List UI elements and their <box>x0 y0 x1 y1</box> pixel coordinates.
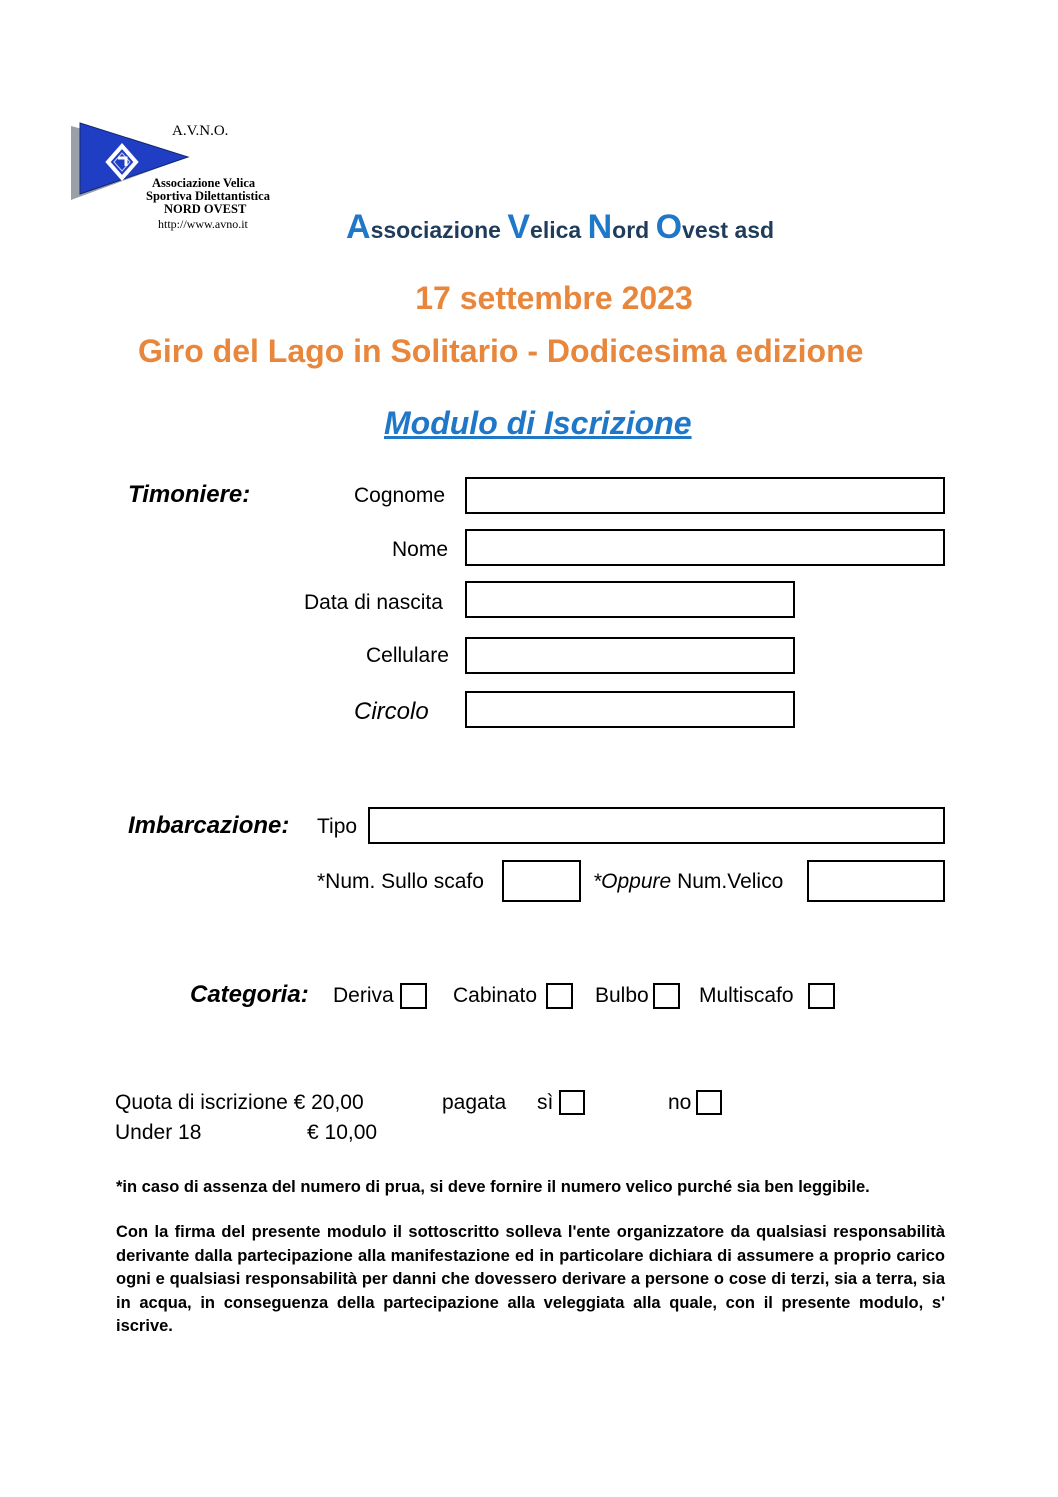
num-velico-label <box>593 870 783 894</box>
under18-label: Under 18 <box>115 1121 202 1144</box>
num-scafo-field[interactable] <box>502 860 581 902</box>
categoria-deriva-label: Deriva <box>333 984 394 1007</box>
categoria-cabinato-checkbox[interactable] <box>546 983 573 1009</box>
logo <box>68 120 288 235</box>
data-nascita-field[interactable] <box>465 581 795 618</box>
association-name: Associazione Velica Nord Ovest asd <box>346 208 775 246</box>
num-velico-text: Num.Velico <box>677 870 784 893</box>
pagata-no-label: no <box>668 1091 692 1114</box>
timoniere-label: Timoniere: <box>128 481 251 508</box>
under18-amount: € 10,00 <box>307 1121 378 1144</box>
nome-field[interactable] <box>465 529 945 566</box>
pagata-label: pagata <box>442 1091 507 1114</box>
circolo-label: Circolo <box>354 698 429 725</box>
logo-title: A.V.N.O. <box>172 123 229 139</box>
cognome-label: Cognome <box>354 484 446 507</box>
logo-line3: NORD OVEST <box>164 202 247 216</box>
event-title: Giro del Lago in Solitario - Dodicesima edizione <box>138 333 864 369</box>
categoria-deriva-checkbox[interactable] <box>400 983 427 1009</box>
categoria-multiscafo-checkbox[interactable] <box>808 983 835 1009</box>
categoria-bulbo-label: Bulbo <box>595 984 649 1007</box>
circolo-field[interactable] <box>465 691 795 728</box>
num-velico-field[interactable] <box>807 860 945 902</box>
logo-line2: Sportiva Dilettantistica <box>146 189 270 203</box>
disclaimer: Con la firma del presente modulo il sottoscritto solleva l'ente organizzatore da qualsiasi responsabilità derivante dalla partecipazione alla manifestazione ed in particolare dichiara di assumere a proprio carico ogni e qualsiasi responsabilità per danni che dovessero derivare a persone o cose di terzi, sia a terra, sia in acqua, in conseguenza della partecipazione alla veleggiata alla quale, con il presente modulo, s' iscrive. <box>116 1223 945 1335</box>
form-title: Modulo di Iscrizione <box>384 405 692 441</box>
nome-label: Nome <box>392 538 449 561</box>
pagata-si-checkbox[interactable] <box>559 1090 585 1115</box>
prua-note: *in caso di assenza del numero di prua, si deve fornire il numero velico purché sia ben leggibile. <box>116 1178 870 1196</box>
oppure-text: *Oppure <box>593 870 672 893</box>
cognome-field[interactable] <box>465 477 945 514</box>
quota-iscrizione: Quota di iscrizione € 20,00 <box>115 1091 364 1114</box>
logo-url: http://www.avno.it <box>158 217 248 231</box>
data-nascita-label: Data di nascita <box>304 591 443 614</box>
pagata-no-checkbox[interactable] <box>696 1090 722 1115</box>
num-scafo-label: *Num. Sullo scafo <box>317 870 484 893</box>
cellulare-label: Cellulare <box>366 644 449 667</box>
tipo-label: Tipo <box>317 815 358 838</box>
tipo-field[interactable] <box>368 807 945 844</box>
categoria-cabinato-label: Cabinato <box>453 984 538 1007</box>
pagata-si-label: sì <box>537 1091 554 1114</box>
categoria-multiscafo-label: Multiscafo <box>699 984 794 1007</box>
categoria-bulbo-checkbox[interactable] <box>653 983 680 1009</box>
logo-line1: Associazione Velica <box>152 176 256 190</box>
imbarcazione-label: Imbarcazione: <box>128 812 290 839</box>
event-date: 17 settembre 2023 <box>415 280 693 316</box>
cellulare-field[interactable] <box>465 637 795 674</box>
categoria-label: Categoria: <box>190 981 309 1008</box>
